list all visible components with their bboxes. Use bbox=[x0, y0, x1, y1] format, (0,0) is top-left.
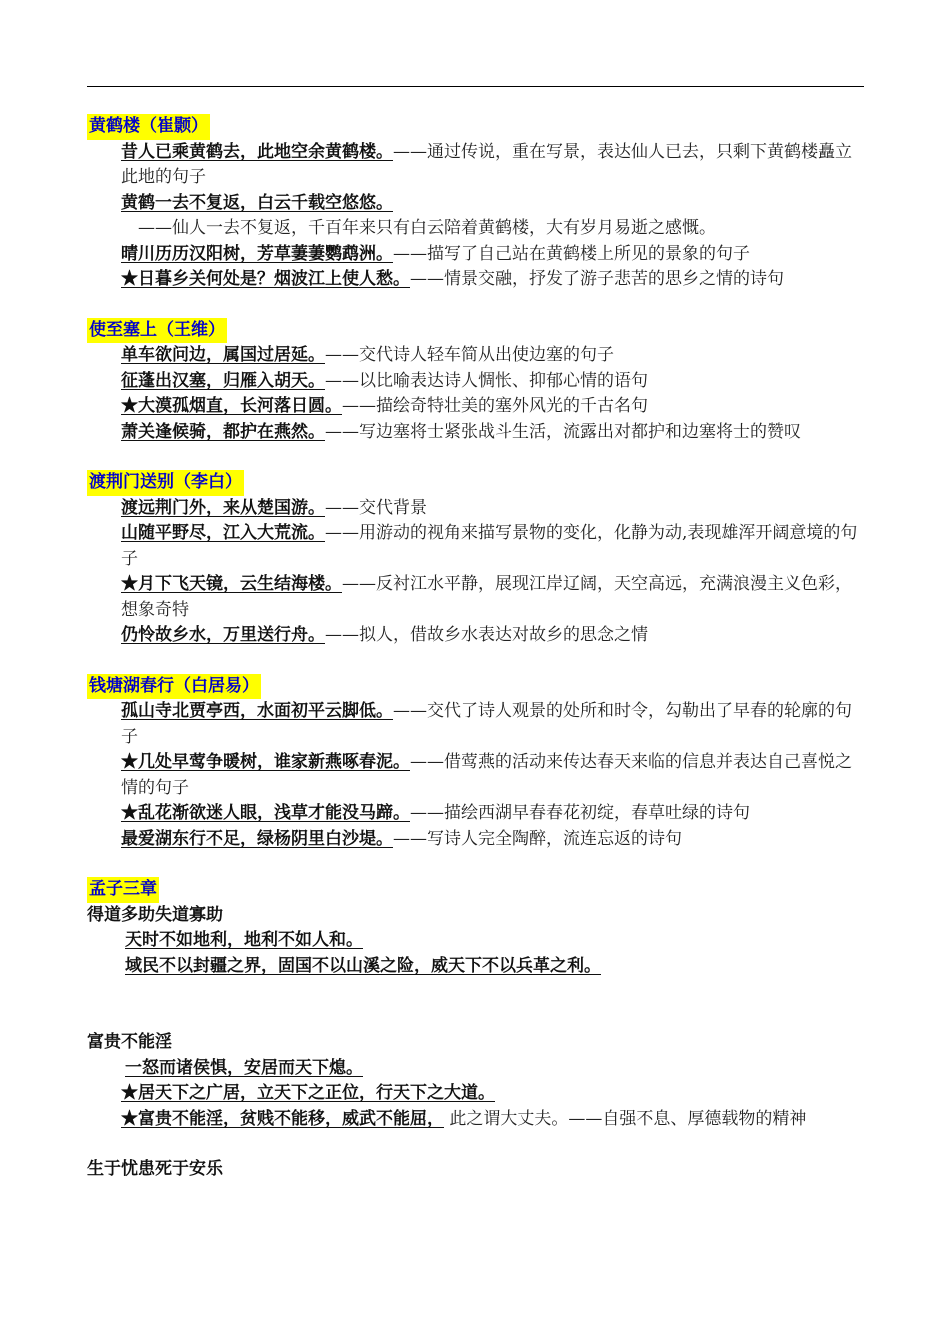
poem-quote: ★日暮乡关何处是？烟波江上使人愁。 bbox=[121, 269, 410, 289]
poem-note: ——描绘奇特壮美的塞外风光的千古名句 bbox=[342, 396, 648, 416]
section-title: 渡荆门送别（李白） bbox=[87, 470, 244, 496]
prose-quote: 天时不如地利，地利不如人和。 bbox=[125, 930, 363, 950]
poem-quote: ★月下飞天镜，云生结海楼。 bbox=[121, 574, 342, 594]
poem-quote: 萧关逢候骑，都护在燕然。 bbox=[121, 421, 325, 442]
prose-quote: 域民不以封疆之界，固国不以山溪之险，威天下不以兵革之利。 bbox=[125, 955, 601, 976]
section-title: 孟子三章 bbox=[87, 877, 159, 903]
poem-note: ——借莺燕的活动来传达春天来临的信息并表达自己喜悦之情的句子 bbox=[121, 752, 852, 798]
poem-quote: 山随平野尽，江入大荒流。 bbox=[121, 523, 325, 543]
mencius-section bbox=[87, 877, 864, 1183]
poem-line bbox=[87, 827, 864, 853]
poem-note: ——交代诗人轻车简从出使边塞的句子 bbox=[325, 345, 614, 365]
poem-line bbox=[87, 623, 864, 649]
section-title: 钱塘湖春行（白居易） bbox=[87, 674, 261, 700]
prose-line bbox=[87, 954, 864, 980]
poem-quote: ★几处早莺争暖树，谁家新燕啄春泥。 bbox=[121, 752, 410, 772]
poem-line bbox=[87, 369, 864, 395]
poem-note: ——交代背景 bbox=[325, 497, 427, 518]
poem-line bbox=[87, 420, 864, 446]
prose-quote: ★富贵不能淫，贫贱不能移，威武不能屈， bbox=[121, 1108, 444, 1129]
poem-quote: ★乱花渐欲迷人眼，浅草才能没马蹄。 bbox=[121, 803, 410, 823]
poem-line bbox=[87, 394, 864, 420]
chapter-subtitle: 得道多助失道寡助 bbox=[87, 904, 223, 925]
poem-line bbox=[87, 140, 864, 191]
poem-line bbox=[87, 242, 864, 268]
poem-quote: 征蓬出汉塞，归雁入胡天。 bbox=[121, 370, 325, 391]
poem-line bbox=[87, 216, 864, 242]
chapter-subtitle: 生于忧患死于安乐 bbox=[87, 1159, 223, 1179]
prose-line bbox=[87, 1056, 864, 1082]
prose-line bbox=[87, 1107, 864, 1133]
poem-quote: ★大漠孤烟直，长河落日圆。 bbox=[121, 396, 342, 416]
poem-section-shizhisaishang bbox=[87, 318, 864, 446]
poem-section-huanghelou bbox=[87, 114, 864, 293]
poem-note: ——情景交融，抒发了游子悲苦的思乡之情的诗句 bbox=[410, 269, 784, 289]
document-body bbox=[87, 114, 864, 1183]
poem-line bbox=[87, 191, 864, 217]
poem-note: ——描绘西湖早春春花初绽，春草吐绿的诗句 bbox=[410, 803, 750, 823]
prose-quote: 一怒而诸侯惧，安居而天下熄。 bbox=[125, 1057, 363, 1078]
poem-quote: 仍怜故乡水，万里送行舟。 bbox=[121, 625, 325, 645]
poem-note: ——描写了自己站在黄鹤楼上所见的景象的句子 bbox=[393, 243, 750, 264]
poem-line bbox=[87, 343, 864, 369]
poem-line bbox=[87, 521, 864, 572]
poem-section-qiantanghu bbox=[87, 674, 864, 853]
poem-quote: 昔人已乘黄鹤去，此地空余黄鹤楼。 bbox=[121, 141, 393, 162]
poem-note: ——反衬江水平静，展现江岸辽阔，天空高远，充满浪漫主义色彩，想象奇特 bbox=[121, 574, 852, 620]
poem-note: ——写边塞将士紧张战斗生活，流露出对都护和边塞将士的赞叹 bbox=[325, 421, 801, 442]
poem-line bbox=[87, 699, 864, 750]
poem-note: ——用游动的视角来描写景物的变化，化静为动,表现雄浑开阔意境的句子 bbox=[121, 523, 858, 569]
poem-note: ——通过传说，重在写景，表达仙人已去，只剩下黄鹤楼矗立此地的句子 bbox=[121, 141, 852, 187]
poem-note: ——交代了诗人观景的处所和时令，勾勒出了早春的轮廓的句子 bbox=[121, 701, 852, 747]
poem-note: ——拟人，借故乡水表达对故乡的思念之情 bbox=[325, 625, 648, 645]
poem-quote: 单车欲问边，属国过居延。 bbox=[121, 345, 325, 365]
header-rule bbox=[87, 86, 864, 87]
poem-line bbox=[87, 496, 864, 522]
prose-note: 此之谓大丈夫。——自强不息、厚德载物的精神 bbox=[449, 1108, 807, 1129]
poem-quote: 最爱湖东行不足，绿杨阴里白沙堤。 bbox=[121, 828, 393, 849]
poem-line bbox=[87, 572, 864, 623]
poem-section-dujingmen bbox=[87, 470, 864, 649]
section-title: 黄鹤楼（崔颢） bbox=[87, 114, 210, 140]
poem-quote: 渡远荆门外，来从楚国游。 bbox=[121, 497, 325, 518]
poem-quote: 晴川历历汉阳树，芳草萋萋鹦鹉洲。 bbox=[121, 243, 393, 264]
poem-quote: 黄鹤一去不复返，白云千载空悠悠。 bbox=[121, 192, 393, 213]
prose-line bbox=[87, 1081, 864, 1107]
prose-line bbox=[87, 928, 864, 954]
poem-line bbox=[87, 750, 864, 801]
poem-note: ——写诗人完全陶醉，流连忘返的诗句 bbox=[393, 828, 682, 849]
poem-note: ——以比喻表达诗人惆怅、抑郁心情的语句 bbox=[325, 370, 648, 391]
prose-quote: ★居天下之广居，立天下之正位，行天下之大道。 bbox=[121, 1083, 495, 1103]
poem-note: ——仙人一去不复返，千百年来只有白云陪着黄鹤楼，大有岁月易逝之感慨。 bbox=[138, 218, 716, 238]
poem-quote: 孤山寺北贾亭西，水面初平云脚低。 bbox=[121, 701, 393, 721]
poem-line bbox=[87, 801, 864, 827]
poem-line bbox=[87, 267, 864, 293]
section-title: 使至塞上（王维） bbox=[87, 318, 227, 344]
chapter-subtitle: 富贵不能淫 bbox=[87, 1032, 172, 1052]
